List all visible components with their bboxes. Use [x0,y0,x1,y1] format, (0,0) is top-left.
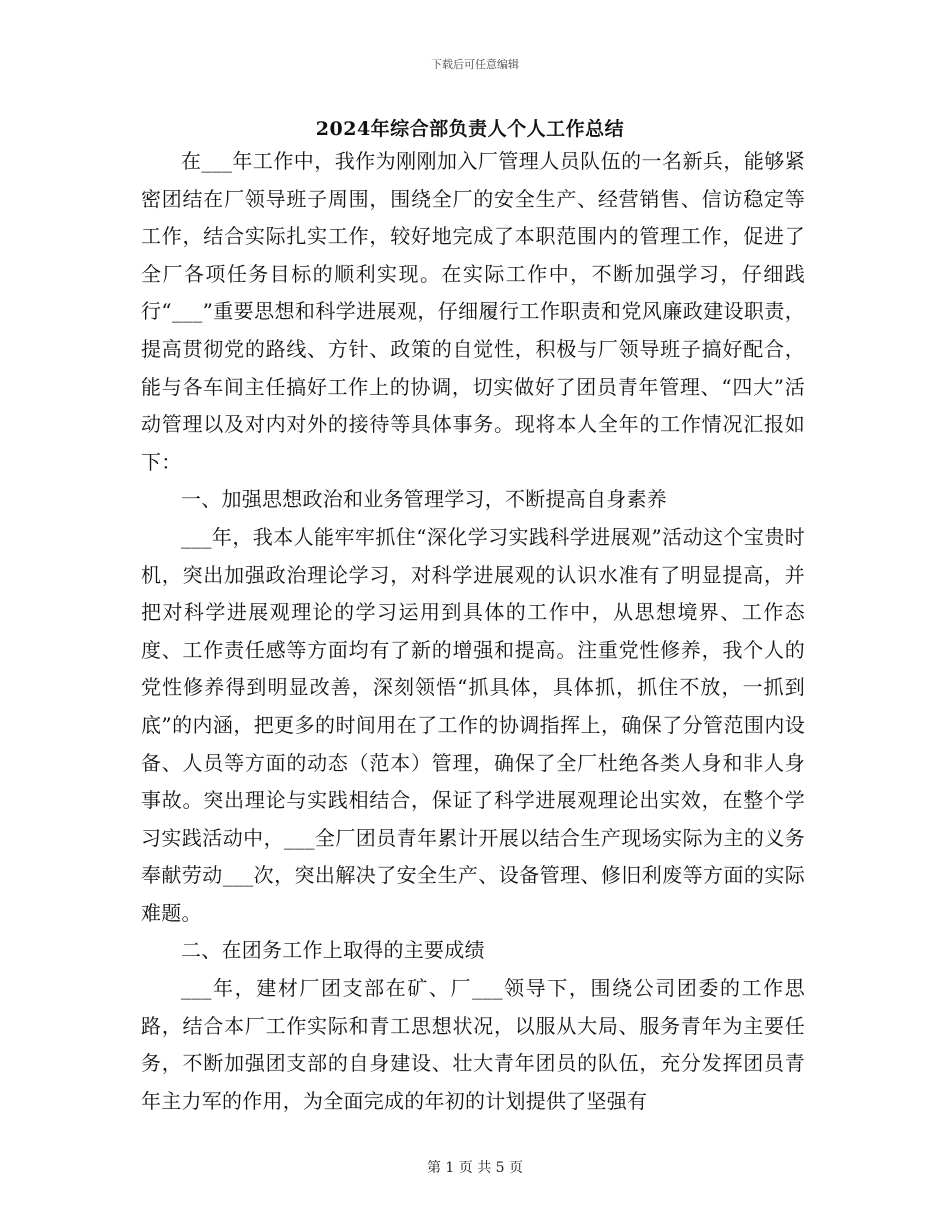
document-title: 2024年综合部负责人个人工作总结 [315,118,625,140]
section-heading-2: 二、在团务工作上取得的主要成绩 [181,938,485,963]
section-2-paragraph: ___年，建材厂团支部在矿、厂___领导下，围绕公司团委的工作思路，结合本厂工作实际和青工思想状况，以服从大局、服务青年为主要任务，不断加强团支部的自身建设、壮大青年团员的队伍，充分发挥团员青年主力军的作用，为全面完成的年初的计划提供了坚强有 [141,976,805,1113]
document-body [141,143,805,1120]
section-heading-1: 一、加强思想政治和业务管理学习，不断提高自身素养 [181,487,667,512]
header-note: 下载后可任意编辑 [431,58,519,71]
section-1-paragraph: ___年，我本人能牢牢抓住“深化学习实践科学进展观”活动这个宝贵时机，突出加强政治理论学习，对科学进展观的认识水准有了明显提高，并把对科学进展观理论的学习运用到具体的工作中，从思想境界、工作态度、工作责任感等方面均有了新的增强和提高。注重党性修养，我个人的党性修养得到明显改善，深刻领悟“抓具体，具体抓，抓住不放，一抓到底”的内涵，把更多的时间用在了工作的协调指挥上，确保了分管范围内设备、人员等方面的动态（范本）管理，确保了全厂杜绝各类人身和非人身事故。突出理论与实践相结合，保证了科学进展观理论出实效，在整个学习实践活动中，___全厂团员青年累计开展以结合生产现场实际为主的义务奉献劳动___次，突出解决了安全生产、设备管理、修旧利废等方面的实际难题。 [141,524,805,925]
page-footer: 第 1 页 共 5 页 [426,1160,524,1176]
intro-paragraph: 在___年工作中，我作为刚刚加入厂管理人员队伍的一名新兵，能够紧密团结在厂领导班子周围，围绕全厂的安全生产、经营销售、信访稳定等工作，结合实际扎实工作，较好地完成了本职范围内的管理工作，促进了全厂各项任务目标的顺利实现。在实际工作中，不断加强学习，仔细践行“___”重要思想和科学进展观，仔细履行工作职责和党风廉政建设职责，提高贯彻党的路线、方针、政策的自觉性，积极与厂领导班子搞好配合，能与各车间主任搞好工作上的协调，切实做好了团员青年管理、“四大”活动管理以及对内对外的接待等具体事务。现将本人全年的工作情况汇报如下： [141,149,805,474]
